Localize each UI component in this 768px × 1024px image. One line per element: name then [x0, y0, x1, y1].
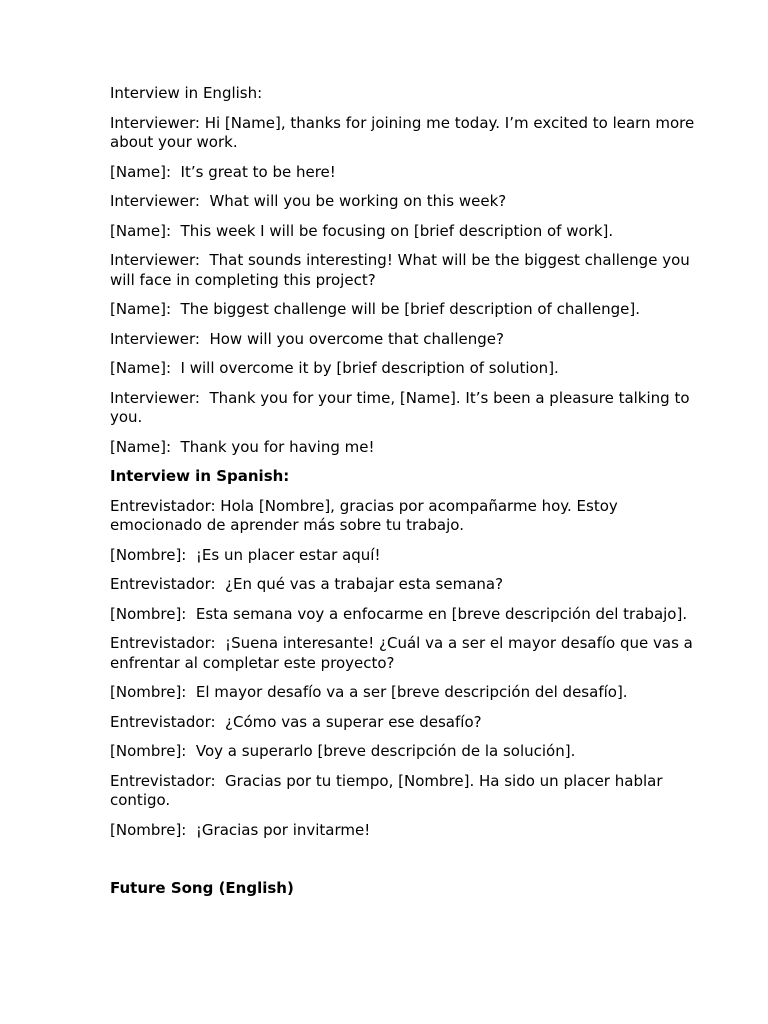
spanish-line-10: [Nombre]: ¡Gracias por invitarme! [110, 820, 371, 839]
spanish-interview-heading: Interview in Spanish: [110, 467, 290, 485]
english-line-5: Interviewer: That sounds interesting! What will be the biggest challenge you will face in completing this project? [110, 251, 695, 289]
english-interview-heading: Interview in English: [110, 84, 263, 102]
english-line-8: [Name]: I will overcome it by [brief description of solution]. [110, 359, 559, 377]
future-song-heading: Future Song (English) [110, 879, 294, 897]
english-line-7: Interviewer: How will you overcome that challenge? [110, 329, 504, 348]
english-line-2: [Name]: It’s great to be here! [110, 162, 336, 181]
document-page [110, 84, 710, 909]
spanish-line-2: [Nombre]: ¡Es un placer estar aquí! [110, 545, 381, 564]
english-line-10: [Name]: Thank you for having me! [110, 437, 375, 456]
spanish-line-3: Entrevistador: ¿En qué vas a trabajar esta semana? [110, 575, 504, 593]
spanish-line-8: [Nombre]: Voy a superarlo [breve descripción de la solución]. [110, 742, 576, 760]
spanish-line-7: Entrevistador: ¿Cómo vas a superar ese desafío? [110, 712, 482, 731]
english-line-4: [Name]: This week I will be focusing on [brief description of work]. [110, 221, 614, 240]
spanish-line-1: Entrevistador: Hola [Nombre], gracias por acompañarme hoy. Estoy emocionado de aprender más sobre tu trabajo. [110, 496, 623, 534]
english-line-9: Interviewer: Thank you for your time, [Name]. It’s been a pleasure talking to you. [110, 388, 695, 426]
english-line-6: [Name]: The biggest challenge will be [brief description of challenge]. [110, 300, 640, 318]
section-spacer [110, 850, 710, 879]
spanish-line-9: Entrevistador: Gracias por tu tiempo, [Nombre]. Ha sido un placer hablar contigo. [110, 771, 668, 809]
english-line-1: Interviewer: Hi [Name], thanks for joining me today. I’m excited to learn more about your work. [110, 113, 699, 151]
spanish-line-5: Entrevistador: ¡Suena interesante! ¿Cuál va a ser el mayor desafío que vas a enfrentar al completar este proyecto? [110, 634, 698, 672]
spanish-line-4: [Nombre]: Esta semana voy a enfocarme en [breve descripción del trabajo]. [110, 604, 688, 623]
spanish-line-6: [Nombre]: El mayor desafío va a ser [breve descripción del desafío]. [110, 683, 628, 701]
english-line-3: Interviewer: What will you be working on this week? [110, 192, 507, 210]
